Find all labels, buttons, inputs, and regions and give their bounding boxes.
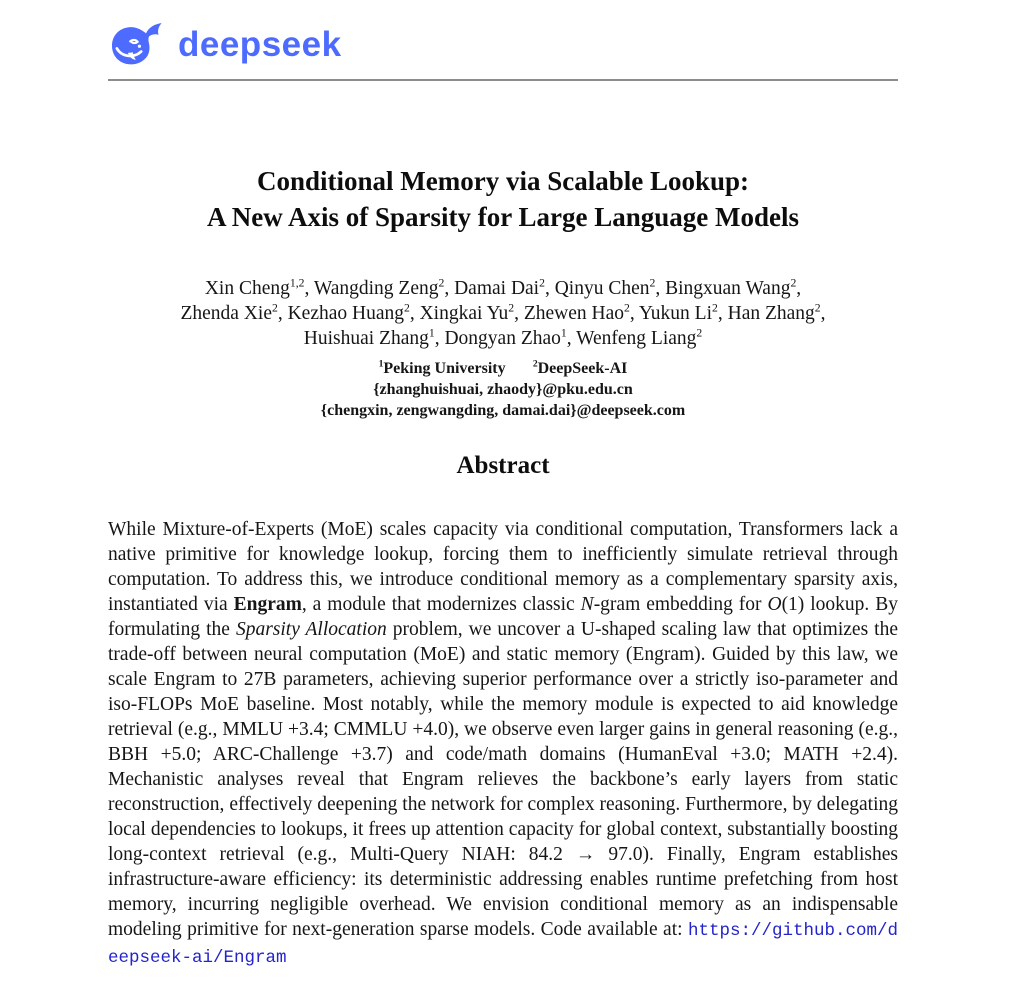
author: Han Zhang$^2$, (727, 301, 826, 324)
author-line (108, 326, 898, 351)
paper-title-line1: Conditional Memory via Scalable Lookup: (256, 166, 750, 196)
author: Yukun Li$^2$, (638, 301, 728, 324)
affiliation (379, 360, 506, 377)
author-line (108, 276, 898, 301)
author: Dongyan Zhao$^1$, (444, 326, 577, 349)
author: Xin Cheng$^{1,2}$, (204, 276, 314, 299)
affiliation-sup: 2 (532, 358, 538, 370)
author: Zhewen Hao$^2$, (523, 301, 639, 324)
affiliations (108, 358, 898, 379)
header-divider (108, 79, 898, 81)
paper-title (108, 163, 898, 235)
author: Wangding Zeng$^2$, (313, 276, 455, 299)
author-list (108, 276, 898, 351)
author: Xingkai Yu$^2$, (419, 301, 524, 324)
affiliation (533, 360, 628, 377)
github-link[interactable]: https://github.com/deepseek-ai/Engram (108, 921, 898, 968)
author: Huishuai Zhang$^1$, (303, 326, 445, 349)
abstract-heading: Abstract (456, 452, 550, 479)
deepseek-wordmark: deepseek (178, 24, 342, 64)
author: Qinyu Chen$^2$, (554, 276, 666, 299)
affiliation-sup: 1 (378, 358, 384, 370)
author: Zhenda Xie$^2$, (180, 301, 288, 324)
deepseek-logo (108, 16, 898, 72)
email-block (108, 379, 898, 421)
abstract-text: While Mixture-of-Experts (MoE) scales capacity via conditional computation, Transformers lack a native primitive for knowledge lookup, forcing them to inefficiently simulate retrieval through computation. To address this, we introduce conditional memory as a complementary sparsity axis, instantiated via Engram, a module that modernizes classic N-gram embedding for O(1) lookup. By formulating the Sparsity Allocation problem, we uncover a U-shaped scaling law that optimizes the trade-off between neural computation (MoE) and static memory (Engram). Guided by this law, we scale Engram to 27B parameters, achieving superior performance over a strictly iso-parameter and iso-FLOPs MoE baseline. Most notably, while the memory module is expected to aid knowledge retrieval (e.g., MMLU +3.4; CMMLU +4.0), we observe even larger gains in general reasoning (e.g., BBH +5.0; ARC-Challenge +3.7) and code/math domains (HumanEval +3.0; MATH +2.4). Mechanistic analyses reveal that Engram relieves the backbone’s early layers from static reconstruction, effectively deepening the network for complex reasoning. Furthermore, by delegating local dependencies to lookups, it frees up attention capacity for global context, substantially boosting long-context retrieval (e.g., Multi-Query NIAH: 84.2 → 97.0). Finally, Engram establishes infrastructure-aware efficiency: its deterministic addressing enables runtime prefetching from host memory, incurring negligible overhead. We envision conditional memory as an indispensable modeling primitive for next-generation sparse models. Code available at: https://github.com/deepseek-ai/Engram (108, 519, 898, 968)
paper-title-line2: A New Axis of Sparsity for Large Language Models (207, 202, 799, 232)
email-line: {zhanghuishuai, zhaody}@pku.edu.cn (373, 381, 633, 398)
author: Damai Dai$^2$, (454, 276, 555, 299)
author: Kezhao Huang$^2$, (287, 301, 420, 324)
author: Bingxuan Wang$^2$, (665, 276, 802, 299)
affiliation-label: DeepSeek-AI (537, 360, 628, 377)
deepseek-whale-icon (108, 20, 170, 68)
author-line (108, 301, 898, 326)
affiliation-label: Peking University (383, 360, 506, 377)
email-line: {chengxin, zengwangding, damai.dai}@deepseek.com (320, 402, 686, 419)
author: Wenfeng Liang$^2$ (576, 326, 703, 349)
